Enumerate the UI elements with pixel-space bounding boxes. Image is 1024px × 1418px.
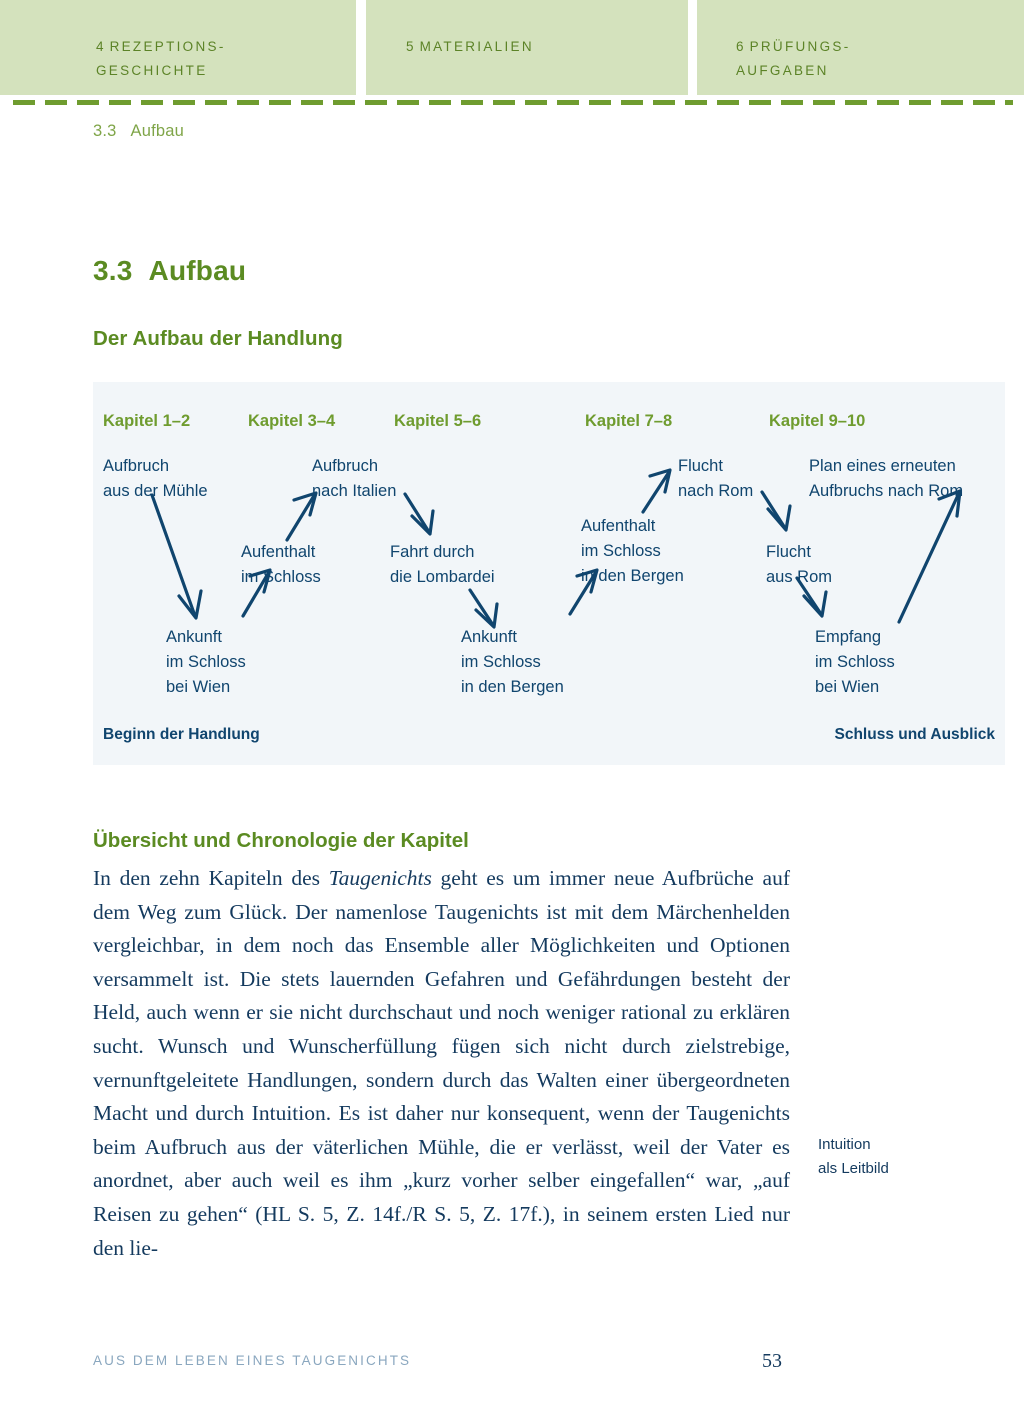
page-title	[93, 255, 246, 287]
body-text-part-1: In den zehn Kapiteln des	[93, 866, 329, 890]
diagram-column-header-5: Kapitel 9–10	[769, 412, 866, 430]
diagram-node-plan-erneuter-aufbruch: Plan eines erneuten Aufbruchs nach Rom	[809, 457, 964, 500]
chapter-tab-number: 5	[406, 39, 416, 54]
chapter-tab-rezeptionsgeschichte[interactable]	[0, 0, 356, 95]
chapter-tab-strip	[0, 0, 1024, 95]
body-text-italic-title: Taugenichts	[328, 866, 432, 890]
diagram-arrows	[93, 382, 1005, 765]
chapter-tab-pruefungsaufgaben[interactable]	[697, 0, 1024, 95]
section-subtitle: Der Aufbau der Handlung	[93, 327, 343, 350]
body-section-heading: Übersicht und Chronologie der Kapitel	[93, 829, 469, 852]
body-paragraph	[93, 862, 790, 1265]
diagram-node-flucht-aus-rom: Flucht aus Rom	[766, 543, 833, 586]
diagram-column-header-3: Kapitel 5–6	[394, 412, 482, 430]
diagram-node-aufbruch-italien: Aufbruch nach Italien	[312, 457, 397, 500]
chapter-tab-content	[0, 38, 356, 78]
chapter-tab-materialien[interactable]	[366, 0, 688, 95]
chapter-tab-label-line2: GESCHICHTE	[96, 63, 208, 78]
diagram-column-header-2: Kapitel 3–4	[248, 412, 336, 430]
chapter-tab-label: REZEPTIONS-	[109, 39, 226, 54]
chapter-tab-number: 4	[96, 39, 106, 54]
diagram-start-label: Beginn der Handlung	[103, 726, 260, 743]
chapter-tab-number: 6	[736, 39, 746, 54]
margin-note: Intuition als Leitbild	[818, 1136, 889, 1177]
running-head	[93, 122, 184, 141]
diagram-node-ankunft-schloss-wien: Ankunft im Schloss bei Wien	[166, 628, 246, 696]
diagram-node-aufenthalt-bergen: Aufenthalt im Schloss in den Bergen	[581, 517, 684, 585]
diagram-node-flucht-nach-rom: Flucht nach Rom	[678, 457, 754, 500]
body-paragraph-text	[93, 862, 790, 1265]
diagram-node-aufbruch-muehle: Aufbruch aus der Mühle	[103, 457, 208, 500]
chapter-tab-label: MATERIALIEN	[419, 39, 534, 54]
footer-work-title: AUS DEM LEBEN EINES TAUGENICHTS	[93, 1353, 412, 1368]
plot-structure-diagram	[93, 382, 1005, 765]
diagram-node-fahrt-lombardei: Fahrt durch die Lombardei	[390, 543, 495, 586]
chapter-tab-label: PRÜFUNGS-	[749, 39, 851, 54]
chapter-tab-content	[697, 38, 1024, 78]
diagram-node-empfang-schloss-wien: Empfang im Schloss bei Wien	[815, 628, 895, 696]
diagram-end-label: Schluss und Ausblick	[834, 726, 995, 743]
chapter-tab-content	[366, 38, 688, 56]
body-text-part-2: geht es um immer neue Aufbrüche auf dem Weg zum Glück. Der namenlose Taugenichts ist mit dem Märchenhelden vergleichbar, in dem noch das Ensemble aller Möglichkeiten und Optionen versammelt ist. Die stets lauernden Gefahren und Gefährdungen besteht der Held, auch wenn er sie nicht durchschaut und noch weniger rational zu erklären sucht. Wunsch und Wunscherfüllung fügen sich nicht durch zielstrebige, vernunftgeleitete Handlungen, sondern durch das Walten einer übergeordneten Macht und durch Intuition. Es ist daher nur konsequent, wenn der Taugenichts beim Aufbruch aus der väterlichen Mühle, die er verlässt, weil der Vater es anordnet, aber auch weil es ihm „kurz vorher selber eingefallen“ war, „auf Reisen zu gehen“ (HL S. 5, Z. 14f./R S. 5, Z. 17f.), in seinem ersten Lied nur den lie-	[93, 866, 790, 1260]
diagram-node-aufenthalt-schloss: Aufenthalt im Schloss	[241, 543, 321, 586]
section-title: Aufbau	[148, 255, 247, 286]
running-head-title: Aufbau	[130, 122, 185, 140]
diagram-column-header-1: Kapitel 1–2	[103, 412, 191, 430]
chapter-tab-label-line2: AUFGABEN	[736, 63, 829, 78]
running-head-number: 3.3	[93, 122, 117, 140]
dashed-divider-rule	[13, 100, 1013, 105]
page-number: 53	[762, 1350, 782, 1372]
diagram-column-header-4: Kapitel 7–8	[585, 412, 673, 430]
diagram-node-ankunft-schloss-bergen: Ankunft im Schloss in den Bergen	[461, 628, 564, 696]
section-number: 3.3	[93, 255, 133, 286]
